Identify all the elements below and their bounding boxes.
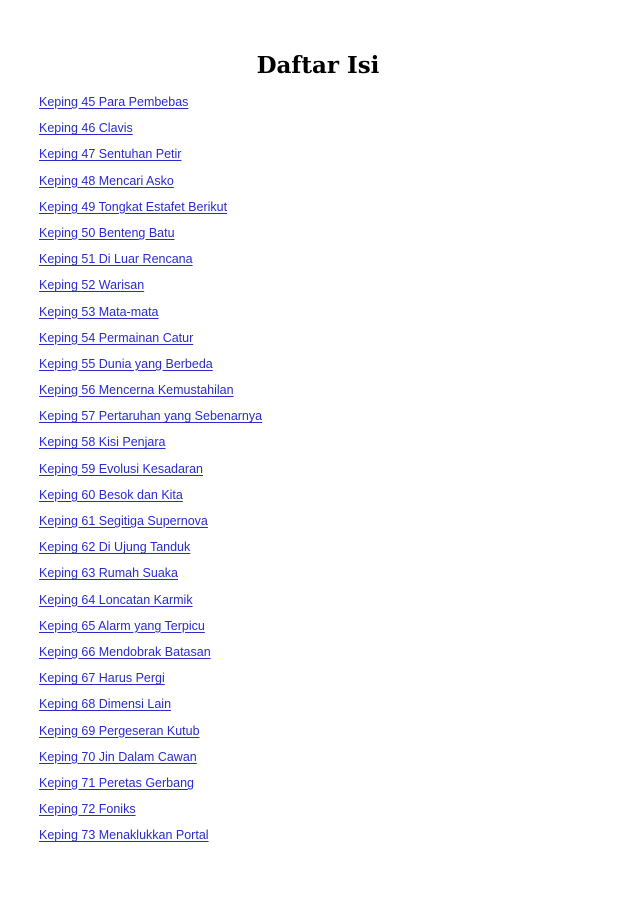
- toc-link[interactable]: Keping 50 Benteng Batu: [39, 225, 175, 240]
- toc-item: [39, 485, 262, 511]
- table-of-contents: [39, 92, 262, 851]
- toc-item: [39, 275, 262, 301]
- toc-item: [39, 92, 262, 118]
- page-title: Daftar Isi: [256, 52, 380, 79]
- toc-link[interactable]: Keping 49 Tongkat Estafet Berikut: [39, 199, 228, 214]
- toc-item: [39, 590, 262, 616]
- toc-item: [39, 171, 262, 197]
- toc-item: [39, 616, 262, 642]
- toc-link[interactable]: Keping 72 Foniks: [39, 802, 136, 817]
- toc-link[interactable]: Keping 73 Menaklukkan Portal: [39, 828, 209, 843]
- toc-link[interactable]: Keping 46 Clavis: [39, 121, 133, 136]
- toc-item: [39, 354, 262, 380]
- toc-item: [39, 825, 262, 851]
- toc-item: [39, 668, 262, 694]
- toc-link[interactable]: Keping 48 Mencari Asko: [39, 173, 174, 188]
- toc-item: [39, 223, 262, 249]
- toc-link[interactable]: Keping 61 Segitiga Supernova: [39, 514, 208, 528]
- toc-item: [39, 459, 262, 485]
- toc-link[interactable]: Keping 71 Peretas Gerbang: [39, 775, 194, 790]
- toc-item: [39, 511, 262, 537]
- toc-link[interactable]: Keping 51 Di Luar Rencana: [39, 252, 193, 267]
- toc-link[interactable]: Keping 45 Para Pembebas: [39, 95, 189, 109]
- toc-item: [39, 380, 262, 406]
- toc-item: [39, 144, 262, 170]
- toc-link[interactable]: Keping 67 Harus Pergi: [39, 671, 165, 686]
- toc-link[interactable]: Keping 60 Besok dan Kita: [39, 487, 183, 502]
- toc-link[interactable]: Keping 69 Pergeseran Kutub: [39, 723, 200, 738]
- toc-item: [39, 799, 262, 825]
- toc-item: [39, 537, 262, 563]
- toc-link[interactable]: Keping 56 Mencerna Kemustahilan: [39, 383, 234, 398]
- toc-item: [39, 328, 262, 354]
- toc-link[interactable]: Keping 53 Mata-mata: [39, 304, 159, 319]
- toc-link[interactable]: Keping 52 Warisan: [39, 278, 145, 293]
- toc-link[interactable]: Keping 47 Sentuhan Petir: [39, 147, 182, 162]
- toc-item: [39, 118, 262, 144]
- toc-link[interactable]: Keping 62 Di Ujung Tanduk: [39, 540, 191, 555]
- toc-link[interactable]: Keping 58 Kisi Penjara: [39, 435, 166, 450]
- toc-link[interactable]: Keping 63 Rumah Suaka: [39, 566, 178, 581]
- toc-link[interactable]: Keping 64 Loncatan Karmik: [39, 592, 193, 607]
- toc-link[interactable]: Keping 59 Evolusi Kesadaran: [39, 461, 204, 476]
- toc-link[interactable]: Keping 70 Jin Dalam Cawan: [39, 749, 197, 764]
- toc-item: [39, 721, 262, 747]
- toc-item: [39, 432, 262, 458]
- toc-item: [39, 642, 262, 668]
- toc-link[interactable]: Keping 68 Dimensi Lain: [39, 697, 172, 712]
- toc-link[interactable]: Keping 65 Alarm yang Terpicu: [39, 618, 205, 633]
- toc-link[interactable]: Keping 55 Dunia yang Berbeda: [39, 356, 213, 371]
- toc-link[interactable]: Keping 57 Pertaruhan yang Sebenarnya: [39, 409, 263, 424]
- toc-item: [39, 747, 262, 773]
- toc-item: [39, 249, 262, 275]
- toc-link[interactable]: Keping 66 Mendobrak Batasan: [39, 644, 211, 659]
- toc-link[interactable]: Keping 54 Permainan Catur: [39, 330, 194, 345]
- toc-item: [39, 773, 262, 799]
- toc-item: [39, 694, 262, 720]
- toc-item: [39, 302, 262, 328]
- toc-item: [39, 563, 262, 589]
- toc-item: [39, 406, 262, 432]
- toc-item: [39, 197, 262, 223]
